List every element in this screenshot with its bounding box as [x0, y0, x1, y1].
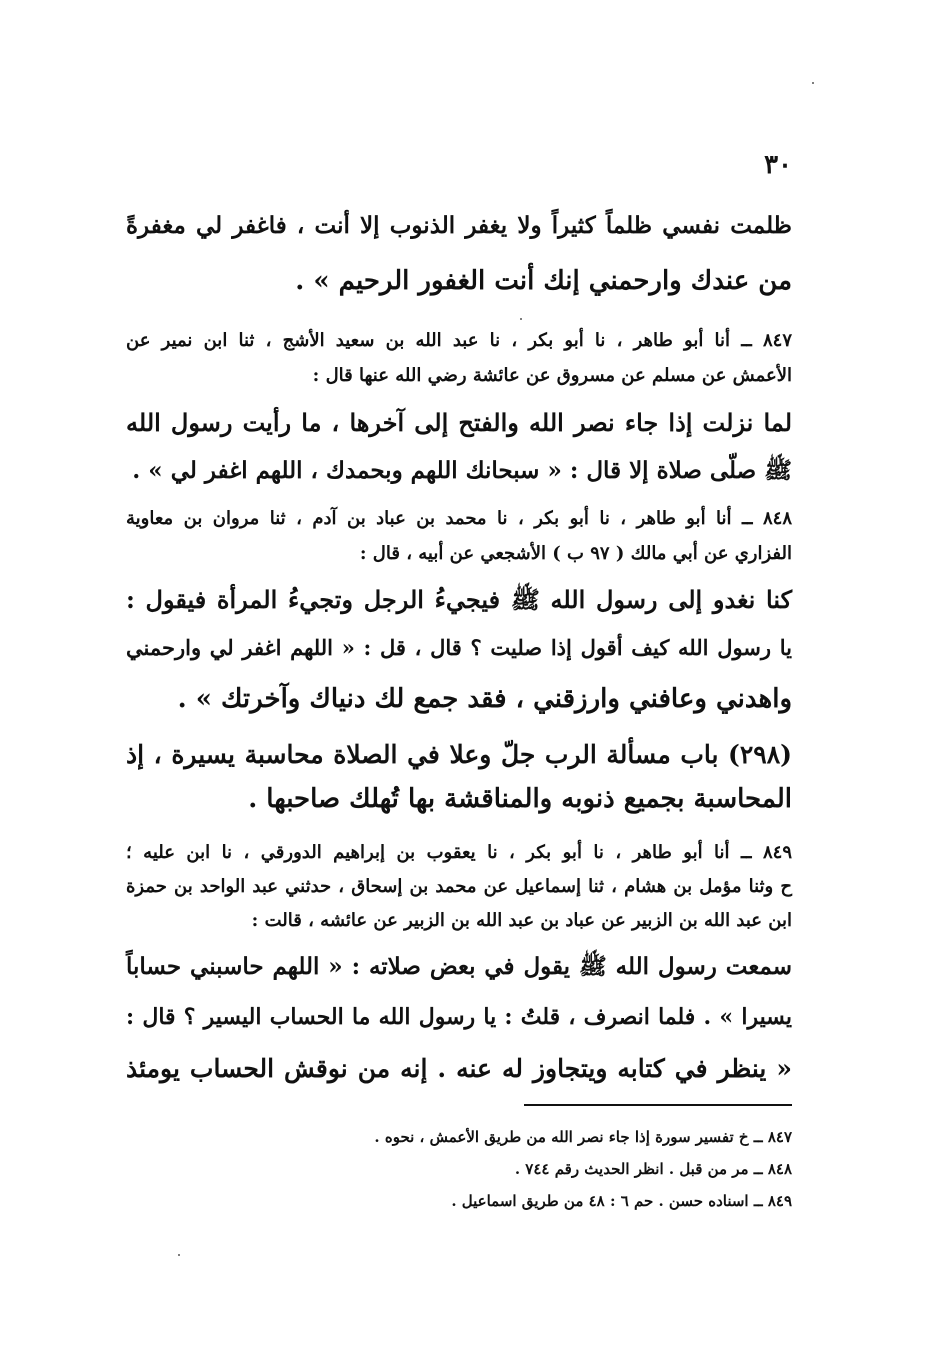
footnote-849: ٨٤٩ ــ اسناده حسن . حم ٦ : ٤٨ من طريق اسماعيل . [451, 1192, 792, 1210]
hadith-849-isnad-line-1: ٨٤٩ ــ أنا أبو طاهر ، نا أبو بكر ، نا يعقوب بن إبراهيم الدورقي ، نا ابن عليه ؛ [126, 842, 792, 863]
hadith-849-matn-line-2: يسيرا » . فلما انصرف ، قلتُ : يا رسول الله ما الحساب اليسير ؟ قال : [126, 1004, 792, 1030]
scan-speck [178, 1254, 180, 1256]
continuation-line-1: ظلمت نفسي ظلماً كثيراً ولا يغفر الذنوب إلا أنت ، فاغفر لي مغفرةً [126, 212, 792, 239]
scan-speck [812, 82, 814, 84]
hadith-847-matn-line-1: لما نزلت إذا جاء نصر الله والفتح إلى آخرها ، ما رأيت رسول الله [126, 408, 792, 437]
chapter-298-heading-line-1: (٢٩٨) باب مسألة الرب جلّ وعلا في الصلاة محاسبة يسيرة ، إذ [126, 740, 792, 769]
hadith-849-matn-line-1: سمعت رسول الله ﷺ يقول في بعض صلاته : « اللهم حاسبني حساباً [126, 953, 792, 980]
page-number: ٣٠ [764, 150, 792, 180]
scan-speck [520, 318, 522, 320]
chapter-298-heading-line-2: المحاسبة بجميع ذنوبه والمناقشة بها تُهلك صاحبها . [248, 784, 792, 814]
hadith-849-isnad-line-3: ابن عبد الله بن الزبير عن عباد بن عبد الله بن الزبير عن عائشه ، قالت : [251, 910, 792, 931]
continuation-line-2: من عندك وارحمني إنك أنت الغفور الرحيم » . [295, 266, 792, 296]
hadith-849-matn-line-3: « ينظر في كتابه ويتجاوز له عنه . إنه من نوقش الحساب يومئذ [126, 1054, 792, 1083]
footnote-separator [524, 1104, 792, 1106]
hadith-847-matn-line-2: ﷺ صلّى صلاة إلا قال : « سبحانك اللهم وبحمدك ، اللهم اغفر لي » . [132, 457, 792, 484]
footnote-848: ٨٤٨ ــ مر من قبل . انظر الحديث رقم ٧٤٤ . [514, 1160, 792, 1178]
hadith-848-matn-line-3: واهدني وعافني وارزقني ، فقد جمع لك دنياك وآخرتك » . [177, 684, 792, 714]
hadith-848-matn-line-1: كنا نغدو إلى رسول الله ﷺ فيجيءُ الرجل وتجيءُ المرأة فيقول : [126, 585, 792, 614]
hadith-848-isnad-line-2: الفزاري عن أبي مالك ( ٩٧ ب ) الأشجعي عن أبيه ، قال : [359, 543, 792, 564]
hadith-848-isnad-line-1: ٨٤٨ ــ أنا أبو طاهر ، نا أبو بكر ، نا محمد بن عباد بن آدم ، ثنا مروان بن معاوية [126, 508, 792, 529]
hadith-849-isnad-line-2: ح وثنا مؤمل بن هشام ، ثنا إسماعيل عن محمد بن إسحاق ، حدثني عبد الواحد بن حمزة [126, 876, 792, 897]
footnote-847: ٨٤٧ ــ خ تفسير سورة إذا جاء نصر الله من طريق الأعمش ، نحوه . [374, 1128, 792, 1146]
hadith-847-isnad-line-1: ٨٤٧ ــ أنا أبو طاهر ، نا أبو بكر ، نا عبد الله بن سعيد الأشج ، ثنا ابن نمير عن [126, 330, 792, 351]
hadith-847-isnad-line-2: الأعمش عن مسلم عن مسروق عن عائشة رضي الله عنها قال : [312, 365, 792, 386]
hadith-848-matn-line-2: يا رسول الله كيف أقول إذا صليت ؟ قال ، قل : « اللهم اغفر لي وارحمني [126, 635, 792, 660]
